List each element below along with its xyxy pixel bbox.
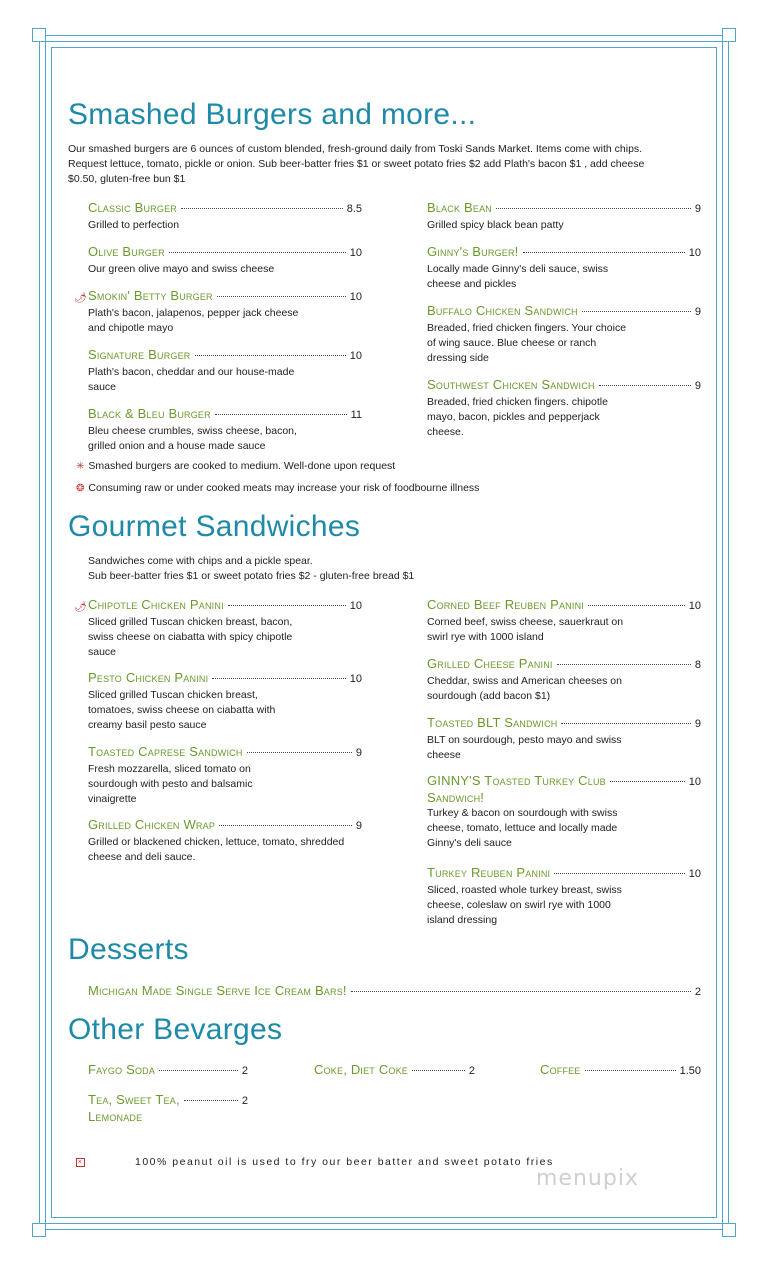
menu-item	[88, 244, 362, 277]
item-name: Corned Beef Reuben Panini	[427, 597, 584, 612]
item-description: Sliced, roasted whole turkey breast, swiss cheese, coleslaw on swirl rye with 1000 island dressing	[427, 884, 622, 926]
item-description: Plath's bacon, cheddar and our house-made sauce	[88, 366, 295, 393]
item-description: Corned beef, swiss cheese, sauerkraut on swirl rye with 1000 island	[427, 616, 624, 643]
item-description: Bleu cheese crumbles, swiss cheese, bacon, grilled onion and a house made sauce	[88, 425, 297, 452]
item-price: 2	[694, 986, 701, 998]
item-price: 9	[694, 718, 701, 730]
leader-dots	[215, 414, 347, 415]
chili-pepper-icon: 🌶︎	[74, 602, 87, 613]
item-name-continued: Sandwich!	[427, 790, 485, 805]
item-name: Ginny's Burger!	[427, 244, 519, 259]
item-price: 10	[688, 247, 701, 259]
leader-dots	[610, 781, 685, 782]
leader-dots	[561, 723, 690, 724]
item-price: 8	[694, 659, 701, 671]
leader-dots	[159, 1070, 238, 1071]
leader-dots	[184, 1100, 238, 1101]
menu-item	[427, 244, 701, 292]
item-price: 10	[349, 350, 362, 362]
leader-dots	[212, 678, 345, 679]
menu-item	[74, 597, 362, 660]
item-description: Cheddar, swiss and American cheeses on sourdough (add bacon $1)	[427, 675, 622, 702]
item-name: Toasted Caprese Sandwich	[88, 744, 243, 759]
burgers-intro-line: Request lettuce, tomato, pickle or onion. Sub beer-batter fries $1 or sweet potato fries $2 add Plath's bacon $1 , add cheese	[68, 158, 645, 170]
item-description: Grilled to perfection	[88, 219, 180, 231]
leader-dots	[195, 355, 346, 356]
item-description: Locally made Ginny's deli sauce, swiss cheese and pickles	[427, 263, 609, 290]
item-name: Toasted BLT Sandwich	[427, 715, 558, 730]
menu-item	[540, 1062, 701, 1079]
menu-item	[427, 715, 701, 763]
menu-item	[88, 406, 362, 454]
corner-ornament-bottom-left	[32, 1223, 46, 1237]
item-description: Our green olive mayo and swiss cheese	[88, 263, 275, 275]
item-name: Michigan Made Single Serve Ice Cream Bars!	[88, 983, 347, 998]
item-name: GINNY'S Toasted Turkey Club	[427, 773, 606, 788]
menu-item	[427, 200, 701, 233]
item-price: 9	[355, 820, 362, 832]
leader-dots	[228, 605, 346, 606]
leader-dots	[557, 664, 691, 665]
item-name: Grilled Cheese Panini	[427, 656, 553, 671]
section-title-beverages: Other Bevarges	[68, 1013, 283, 1046]
item-description: Fresh mozzarella, sliced tomato on sourdough with pesto and balsamic vinaigrette	[88, 763, 253, 805]
item-name: Buffalo Chicken Sandwich	[427, 303, 578, 318]
peanut-icon: ×	[77, 1158, 84, 1166]
menu-item	[88, 744, 362, 807]
item-description: Breaded, fried chicken fingers. chipotle mayo, bacon, pickles and pepperjack cheese.	[427, 396, 608, 438]
leader-dots	[582, 311, 691, 312]
menu-item	[314, 1062, 475, 1079]
item-name: Smokin' Betty Burger	[88, 288, 213, 303]
item-price: 9	[694, 380, 701, 392]
asterisk-icon: ✳	[76, 461, 85, 472]
item-description: BLT on sourdough, pesto mayo and swiss cheese	[427, 734, 622, 761]
burgers-intro-line: $0.50, gluten-free bun $1	[68, 173, 186, 185]
leader-dots	[554, 873, 685, 874]
section-title-desserts: Desserts	[68, 933, 189, 966]
section-title-sandwiches: Gourmet Sandwiches	[68, 510, 361, 543]
item-description: Plath's bacon, jalapenos, pepper jack cheese and chipotle mayo	[88, 307, 299, 334]
item-name: Olive Burger	[88, 244, 165, 259]
menu-item	[88, 1092, 248, 1124]
sandwiches-intro-line: Sandwiches come with chips and a pickle spear.	[88, 555, 313, 567]
warning-circle-icon: ❂	[76, 483, 85, 494]
menu-item	[88, 670, 362, 733]
footer-note: × 100% peanut oil is used to fry our beer batter and sweet potato fries	[77, 1156, 554, 1168]
item-description: Grilled spicy black bean patty	[427, 219, 564, 231]
menu-item	[88, 347, 362, 395]
item-name: Chipotle Chicken Panini	[88, 597, 224, 612]
leader-dots	[523, 252, 685, 253]
item-name: Classic Burger	[88, 200, 177, 215]
menu-item	[427, 656, 701, 704]
leader-dots	[585, 1070, 676, 1071]
item-price: 9	[694, 306, 701, 318]
menu-item	[427, 377, 701, 440]
menu-item	[427, 597, 701, 645]
item-price: 9	[694, 203, 701, 215]
item-name: Tea, Sweet Tea,	[88, 1092, 180, 1107]
item-name: Faygo Soda	[88, 1062, 156, 1077]
item-price: 11	[350, 409, 362, 421]
item-description: Breaded, fried chicken fingers. Your choice of wing sauce. Blue cheese or ranch dressing side	[427, 322, 627, 364]
leader-dots	[496, 208, 691, 209]
item-price: 10	[349, 291, 362, 303]
item-price: 9	[355, 747, 362, 759]
item-description: Grilled or blackened chicken, lettuce, tomato, shredded cheese and deli sauce.	[88, 836, 345, 863]
burgers-intro-line: Our smashed burgers are 6 ounces of custom blended, fresh-ground daily from Toski Sands Market. Items come with chips.	[68, 143, 643, 155]
item-name-continued: Lemonade	[88, 1109, 143, 1124]
item-name: Black & Bleu Burger	[88, 406, 211, 421]
leader-dots	[169, 252, 346, 253]
menu-item	[88, 817, 362, 865]
item-price: 10	[349, 600, 362, 612]
item-price: 10	[688, 776, 701, 788]
item-name: Southwest Chicken Sandwich	[427, 377, 595, 392]
item-description: Turkey & bacon on sourdough with swiss cheese, tomato, lettuce and locally made Ginny's deli sauce	[427, 807, 618, 849]
menu-item	[427, 773, 701, 851]
leader-dots	[351, 991, 691, 992]
item-description: Sliced grilled Tuscan chicken breast, tomatoes, swiss cheese on ciabatta with creamy basil pesto sauce	[88, 689, 276, 731]
leader-dots	[181, 208, 343, 209]
sandwiches-intro	[88, 554, 688, 584]
corner-ornament-bottom-right	[722, 1223, 736, 1237]
leader-dots	[412, 1070, 465, 1071]
item-name: Grilled Chicken Wrap	[88, 817, 216, 832]
item-name: Signature Burger	[88, 347, 191, 362]
menu-item	[427, 865, 701, 928]
menu-item	[74, 288, 362, 336]
menu-item	[427, 303, 701, 366]
item-name: Turkey Reuben Panini	[427, 865, 551, 880]
item-name: Pesto Chicken Panini	[88, 670, 209, 685]
item-name: Coffee	[540, 1062, 581, 1077]
menu-item	[88, 983, 701, 1000]
item-description: Sliced grilled Tuscan chicken breast, bacon, swiss cheese on ciabatta with spicy chipotle sauce	[88, 616, 293, 658]
leader-dots	[219, 825, 352, 826]
item-price: 2	[468, 1065, 475, 1077]
corner-ornament-top-right	[722, 28, 736, 42]
note-raw-meat: ❂ Consuming raw or under cooked meats may increase your risk of foodbourne illness	[76, 482, 480, 494]
item-price: 10	[349, 247, 362, 259]
note-cooked-medium: ✳ Smashed burgers are cooked to medium. Well-done upon request	[76, 460, 396, 472]
chili-pepper-icon: 🌶︎	[74, 293, 87, 304]
leader-dots	[599, 385, 691, 386]
section-title-burgers: Smashed Burgers and more...	[68, 98, 477, 131]
item-price: 10	[688, 868, 701, 880]
menu-item	[88, 1062, 248, 1079]
menu-item	[88, 200, 362, 233]
burgers-intro	[68, 142, 708, 187]
leader-dots	[247, 752, 352, 753]
watermark: menupix	[536, 1166, 639, 1191]
leader-dots	[588, 605, 685, 606]
sandwiches-intro-line: Sub beer-batter fries $1 or sweet potato fries $2 - gluten-free bread $1	[88, 570, 415, 582]
corner-ornament-top-left	[32, 28, 46, 42]
item-price: 8.5	[346, 203, 362, 215]
item-name: Coke, Diet Coke	[314, 1062, 409, 1077]
item-price: 2	[241, 1065, 248, 1077]
item-price: 10	[688, 600, 701, 612]
leader-dots	[217, 296, 346, 297]
item-price: 1.50	[679, 1065, 701, 1077]
item-name: Black Bean	[427, 200, 492, 215]
item-price: 10	[349, 673, 362, 685]
item-price: 2	[241, 1095, 248, 1107]
